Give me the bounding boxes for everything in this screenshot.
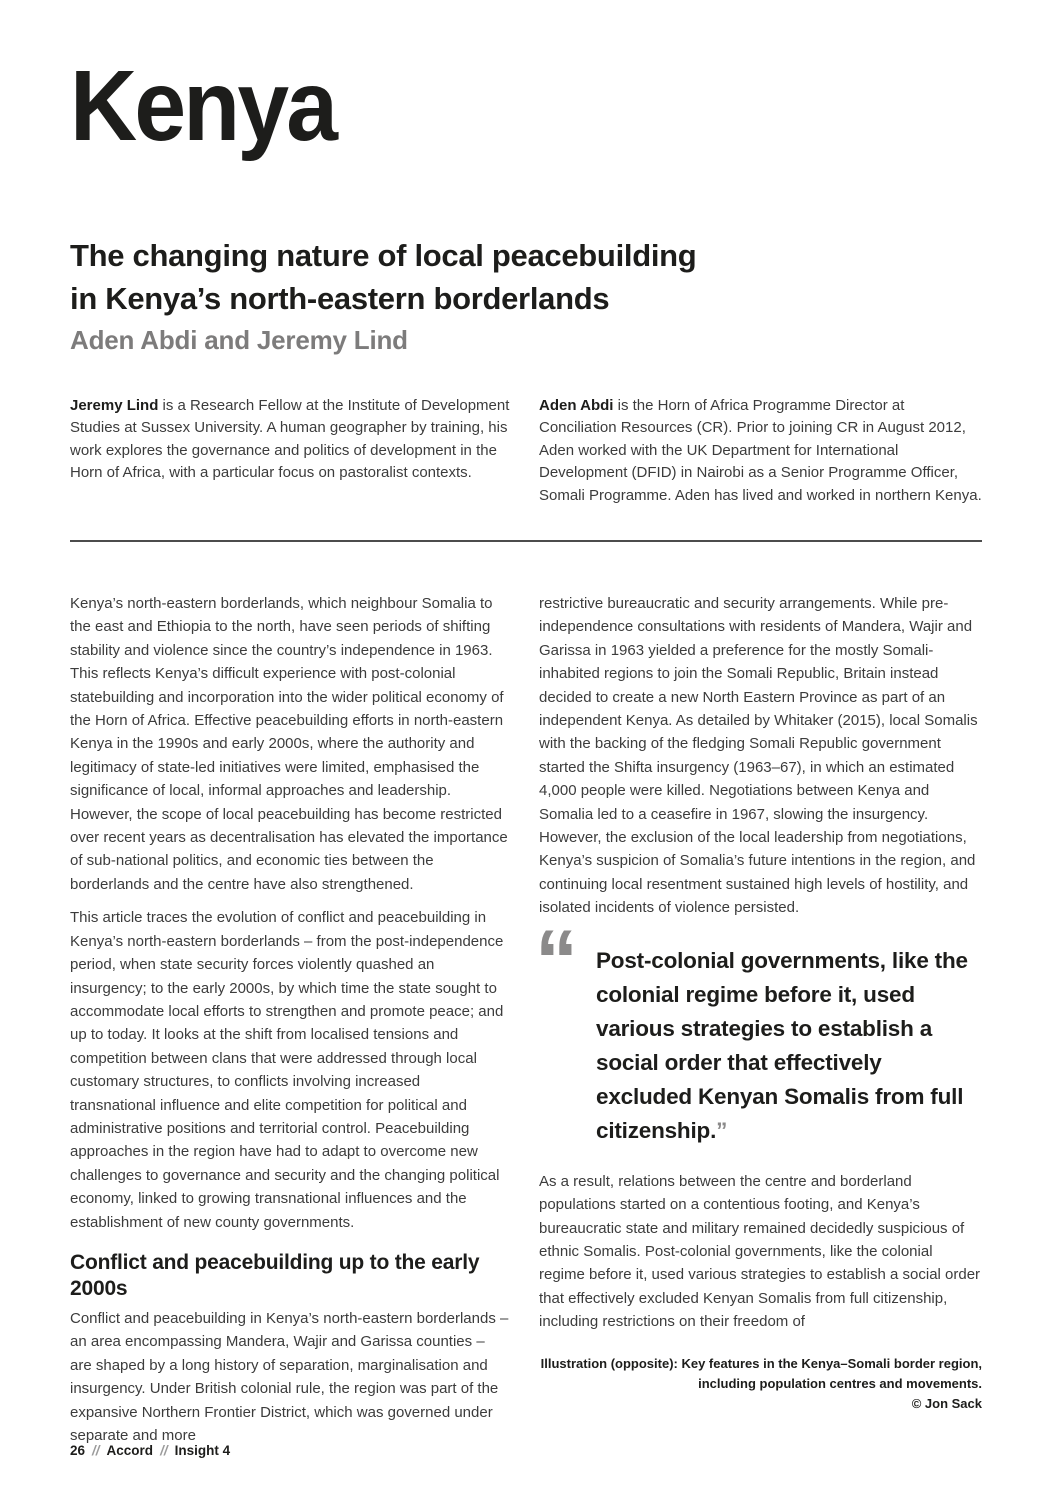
footer-separator: // bbox=[160, 1443, 168, 1458]
pull-quote bbox=[535, 912, 982, 1148]
left-column bbox=[70, 592, 510, 1457]
bio-aden-abdi-name: Aden Abdi bbox=[539, 397, 614, 414]
illustration-caption-text: Illustration (opposite): Key features in the Kenya–Somali border region, including population centres and movements. bbox=[540, 1355, 982, 1391]
body-paragraph: Conflict and peacebuilding in Kenya’s north-eastern borderlands – an area encompassing Mandera, Wajir and Garissa counties – are shaped by a long history of separation, marginalisation and insurgency. Under British colonial rule, the region was part of the expansive Northern Frontier District, which was governed under separate and more bbox=[70, 1309, 509, 1444]
article-subtitle bbox=[70, 234, 900, 320]
body-paragraph: restrictive bureaucratic and security arrangements. While pre-independence consultations with residents of Mandera, Wajir and Garissa in 1963 yielded a preference for the mostly Somali-inhabited regions to join the Somali Republic, Britain instead decided to create a new North Eastern Province as part of an independent Kenya. As detailed by Whitaker (2015), local Somalis with the backing of the fledging Somali Republic government started the Shifta insurgency (1963–67), in which an estimated 4,000 people were killed. Negotiations between Kenya and Somalia led to a ceasefire in 1967, slowing the insurgency. However, the exclusion of the local leadership from negotiations, Kenya’s suspicion of Somalia’s future intentions in the region, and continuing local resentment sustained high levels of hostility, and isolated incidents of violence persisted. bbox=[539, 595, 978, 917]
bio-aden-abdi-text: is the Horn of Africa Programme Director at Conciliation Resources (CR). Prior to joining CR in August 2012, Aden worked with the UK Department for International Development (DFID) in Nairobi as a Senior Programme Officer, Somali Programme. Aden has lived and worked in northern Kenya. bbox=[539, 397, 982, 504]
right-column bbox=[535, 592, 982, 1457]
bio-jeremy-lind bbox=[70, 395, 510, 507]
bio-aden-abdi bbox=[539, 395, 982, 507]
close-quote-icon: ” bbox=[716, 1117, 728, 1143]
horizontal-rule bbox=[70, 540, 982, 542]
author-bios bbox=[70, 380, 982, 522]
page-title: Kenya bbox=[70, 50, 336, 162]
pull-quote-body: Post-colonial governments, like the colonial regime before it, used various strategies to establish a social order that effectively excluded Kenyan Somalis from full citizenship. bbox=[596, 947, 968, 1143]
issue-name: Insight 4 bbox=[174, 1443, 231, 1458]
illustration-caption bbox=[539, 1354, 982, 1414]
section-heading: Conflict and peacebuilding up to the early 2000s bbox=[70, 1250, 480, 1300]
article-subtitle-line2: in Kenya’s north-eastern borderlands bbox=[70, 281, 610, 316]
bio-jeremy-lind-name: Jeremy Lind bbox=[70, 397, 159, 414]
body-paragraph: As a result, relations between the centre and borderland populations started on a contentious footing, and Kenya’s bureaucratic state and military remained decidedly suspicious of ethnic Somalis. Post-colonial governments, like the colonial regime before it, used various strategies to establish a social order that effectively excluded Kenyan Somalis from full citizenship, including restrictions on their freedom of bbox=[539, 1172, 981, 1331]
article-authors: Aden Abdi and Jeremy Lind bbox=[70, 325, 408, 355]
page-number: 26 bbox=[70, 1443, 86, 1458]
illustration-credit: © Jon Sack bbox=[911, 1395, 982, 1411]
footer-separator: // bbox=[92, 1443, 100, 1458]
bio-jeremy-lind-text: is a Research Fellow at the Institute of Development Studies at Sussex University. A human geographer by training, his work explores the governance and politics of development in the Horn of Africa, with a particular focus on pastoralist contexts. bbox=[70, 397, 510, 482]
page-footer bbox=[70, 1443, 230, 1458]
body-paragraph: This article traces the evolution of conflict and peacebuilding in Kenya’s north-eastern borderlands – from the post-independence period, when state security forces violently quashed an insurgency; to the early 2000s, by which time the state sought to accommodate local efforts to strengthen and promote peace; and up to today. It looks at the shift from localised tensions and competition between clans that were addressed through local customary structures, to conflicts involving increased transnational influence and elite competition for political and administrative positions and territorial control. Peacebuilding approaches in the region have had to adapt to overcome new challenges to governance and security and the changing political economy, linked to growing transnational influences and the establishment of new county governments. bbox=[70, 909, 504, 1231]
article-subtitle-line1: The changing nature of local peacebuilding bbox=[70, 238, 697, 273]
article-body bbox=[70, 592, 982, 1457]
pull-quote-text bbox=[596, 948, 968, 1143]
publication-name: Accord bbox=[106, 1443, 154, 1458]
body-paragraph: Kenya’s north-eastern borderlands, which neighbour Somalia to the east and Ethiopia to the north, have seen periods of shifting stability and violence since the country’s independence in 1963. This reflects Kenya’s difficult experience with post-colonial statebuilding and incorporation into the wider political economy of the Horn of Africa. Effective peacebuilding efforts in north-eastern Kenya in the 1990s and early 2000s, where the authority and legitimacy of state-led initiatives were limited, emphasised the significance of local, informal approaches and leadership. However, the scope of local peacebuilding has become restricted over recent years as decentralisation has elevated the importance of sub-national politics, and economic ties between the borderlands and the centre have also strengthened. bbox=[70, 595, 508, 893]
open-quote-icon: “ bbox=[535, 912, 578, 1009]
